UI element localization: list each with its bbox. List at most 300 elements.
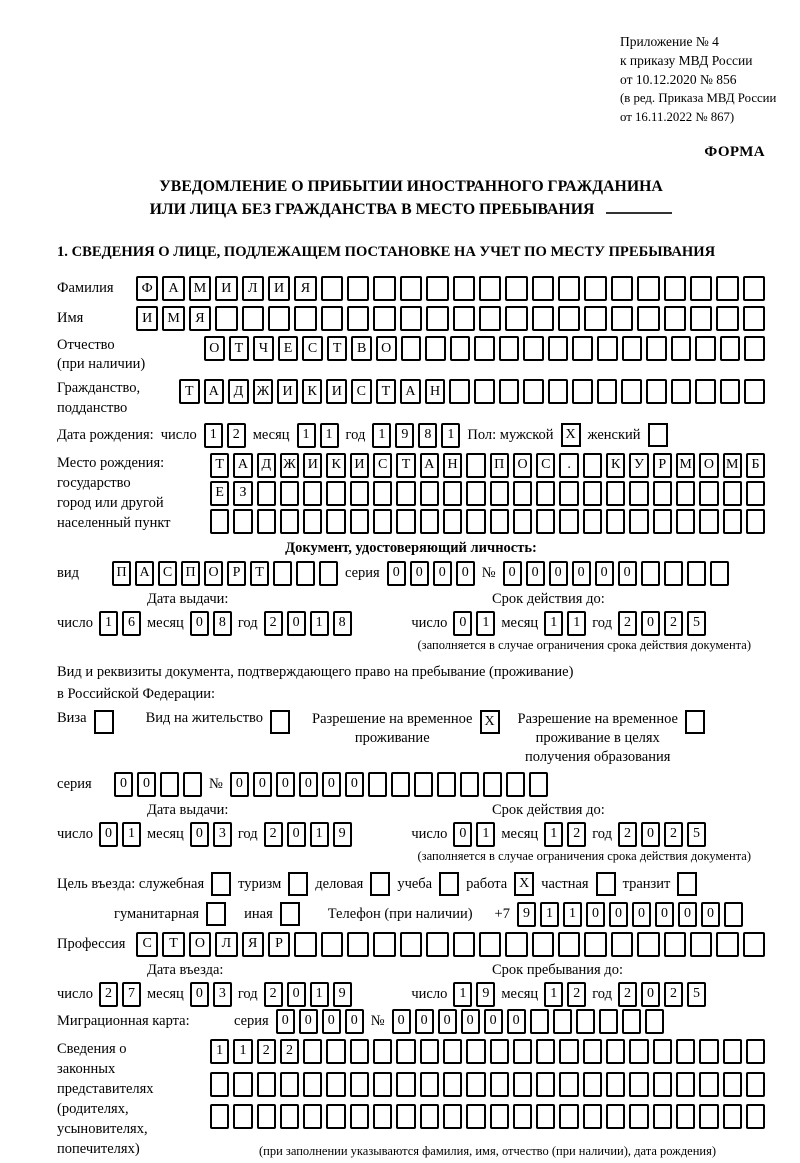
birthplace-line2-cell-9[interactable] [420,481,439,506]
citizenship-cell-13[interactable] [499,379,520,404]
permit-dates-left-year-cell-0[interactable]: 2 [264,822,283,847]
birthplace-line3-cell-23[interactable] [746,509,765,534]
citizenship-cell-14[interactable] [523,379,544,404]
birthplace-line1-cell-20[interactable]: М [676,453,695,478]
given-name-cell-17[interactable] [584,306,606,331]
surname-cell-0[interactable]: Ф [136,276,158,301]
guardians-line3-cell-22[interactable] [723,1104,742,1129]
birthplace-line2-cell-23[interactable] [746,481,765,506]
birthplace-line1-cell-17[interactable]: К [606,453,625,478]
birthplace-line1-cell-19[interactable]: Р [653,453,672,478]
guardians-line2-cell-6[interactable] [350,1072,369,1097]
birthplace-line3-cell-17[interactable] [606,509,625,534]
migration-number-cell-2[interactable]: 0 [438,1009,457,1034]
guardians-line1-cell-17[interactable] [606,1039,625,1064]
guardians-line2-cell-16[interactable] [583,1072,602,1097]
permit-number-cell-7[interactable] [391,772,410,797]
guardians-line3-cell-20[interactable] [676,1104,695,1129]
given-name-cell-19[interactable] [637,306,659,331]
birthplace-line1-cell-2[interactable]: Д [257,453,276,478]
birthplace-line2-cell-8[interactable] [396,481,415,506]
permit-dates-left-month-cell-1[interactable]: 3 [213,822,232,847]
given-name-cell-23[interactable] [743,306,765,331]
entry-dates-left-day-cell-1[interactable]: 7 [122,982,141,1007]
purpose-official-checkbox[interactable] [211,872,231,896]
surname-cell-8[interactable] [347,276,369,301]
patronymic-cell-12[interactable] [499,336,520,361]
given-name-cell-20[interactable] [664,306,686,331]
phone-number-cell-8[interactable]: 0 [701,902,720,927]
permit-series-cell-0[interactable]: 0 [114,772,133,797]
patronymic-cell-19[interactable] [671,336,692,361]
citizenship-cell-11[interactable] [449,379,470,404]
patronymic-cell-3[interactable]: Е [278,336,299,361]
doc-dates-right-month-cell-1[interactable]: 1 [567,611,586,636]
birthplace-line2-cell-17[interactable] [606,481,625,506]
doc-number-cell-3[interactable]: 0 [572,561,591,586]
birthplace-line1-cell-8[interactable]: Т [396,453,415,478]
migration-series-cell-1[interactable]: 0 [299,1009,318,1034]
permit-dates-left-day-cell-0[interactable]: 0 [99,822,118,847]
birth-year-cell-1[interactable]: 9 [395,423,414,448]
birthplace-line3-cell-21[interactable] [699,509,718,534]
citizenship-cell-17[interactable] [597,379,618,404]
guardians-line3-cell-13[interactable] [513,1104,532,1129]
phone-number-cell-4[interactable]: 0 [609,902,628,927]
surname-cell-10[interactable] [400,276,422,301]
doc-type-cell-8[interactable] [296,561,315,586]
profession-cell-4[interactable]: Я [242,932,264,957]
entry-dates-left-year-cell-2[interactable]: 1 [310,982,329,1007]
profession-cell-7[interactable] [321,932,343,957]
doc-number-cell-7[interactable] [664,561,683,586]
entry-dates-left-year-cell-0[interactable]: 2 [264,982,283,1007]
guardians-line2-cell-20[interactable] [676,1072,695,1097]
profession-cell-22[interactable] [716,932,738,957]
guardians-line1-cell-18[interactable] [629,1039,648,1064]
birthplace-line2-cell-13[interactable] [513,481,532,506]
birthplace-line1-cell-7[interactable]: С [373,453,392,478]
citizenship-cell-9[interactable]: А [400,379,421,404]
permit-series-cell-2[interactable] [160,772,179,797]
permit-series-cell-1[interactable]: 0 [137,772,156,797]
doc-dates-left-year-cell-2[interactable]: 1 [310,611,329,636]
doc-type-cell-3[interactable]: П [181,561,200,586]
citizenship-cell-0[interactable]: Т [179,379,200,404]
profession-cell-14[interactable] [505,932,527,957]
guardians-line3-cell-10[interactable] [443,1104,462,1129]
birthplace-line3-cell-12[interactable] [490,509,509,534]
birthplace-line3-cell-6[interactable] [350,509,369,534]
guardians-line2-cell-0[interactable] [210,1072,229,1097]
entry-dates-right-year-cell-3[interactable]: 5 [687,982,706,1007]
permit-dates-left-year-cell-2[interactable]: 1 [310,822,329,847]
guardians-line2-cell-22[interactable] [723,1072,742,1097]
patronymic-cell-10[interactable] [450,336,471,361]
entry-dates-right-day-cell-0[interactable]: 1 [453,982,472,1007]
guardians-line1-cell-1[interactable]: 1 [233,1039,252,1064]
birthplace-line3-cell-3[interactable] [280,509,299,534]
citizenship-cell-2[interactable]: Д [228,379,249,404]
temp-residence-edu-checkbox[interactable] [685,710,705,734]
purpose-work-checkbox[interactable]: X [514,872,534,896]
profession-cell-1[interactable]: Т [162,932,184,957]
profession-cell-5[interactable]: Р [268,932,290,957]
birth-year-cell-0[interactable]: 1 [372,423,391,448]
birthplace-line2-cell-5[interactable] [326,481,345,506]
guardians-line1-cell-14[interactable] [536,1039,555,1064]
doc-dates-left-year-cell-1[interactable]: 0 [287,611,306,636]
doc-number-cell-9[interactable] [710,561,729,586]
guardians-line2-cell-17[interactable] [606,1072,625,1097]
permit-dates-right-year-cell-1[interactable]: 0 [641,822,660,847]
surname-cell-4[interactable]: Л [242,276,264,301]
surname-cell-23[interactable] [743,276,765,301]
patronymic-cell-1[interactable]: Т [229,336,250,361]
guardians-line3-cell-1[interactable] [233,1104,252,1129]
permit-dates-right-month-cell-1[interactable]: 2 [567,822,586,847]
guardians-line1-cell-8[interactable] [396,1039,415,1064]
entry-dates-left-year-cell-1[interactable]: 0 [287,982,306,1007]
guardians-line3-cell-11[interactable] [466,1104,485,1129]
birthplace-line2-cell-4[interactable] [303,481,322,506]
birthplace-line1-cell-22[interactable]: М [723,453,742,478]
migration-series-cell-0[interactable]: 0 [276,1009,295,1034]
birth-day-cell-1[interactable]: 2 [227,423,246,448]
doc-number-cell-4[interactable]: 0 [595,561,614,586]
birthplace-line1-cell-14[interactable]: С [536,453,555,478]
permit-number-cell-11[interactable] [483,772,502,797]
guardians-line1-cell-5[interactable] [326,1039,345,1064]
guardians-line2-cell-5[interactable] [326,1072,345,1097]
given-name-cell-0[interactable]: И [136,306,158,331]
patronymic-cell-8[interactable] [401,336,422,361]
surname-cell-2[interactable]: М [189,276,211,301]
surname-cell-11[interactable] [426,276,448,301]
permit-number-cell-1[interactable]: 0 [253,772,272,797]
given-name-cell-2[interactable]: Я [189,306,211,331]
profession-cell-2[interactable]: О [189,932,211,957]
given-name-cell-5[interactable] [268,306,290,331]
patronymic-cell-14[interactable] [548,336,569,361]
doc-series-cell-3[interactable]: 0 [456,561,475,586]
doc-number-cell-6[interactable] [641,561,660,586]
residence-permit-checkbox[interactable] [270,710,290,734]
surname-cell-18[interactable] [611,276,633,301]
guardians-line3-cell-14[interactable] [536,1104,555,1129]
guardians-line3-cell-18[interactable] [629,1104,648,1129]
doc-dates-left-year-cell-0[interactable]: 2 [264,611,283,636]
doc-dates-left-month-cell-0[interactable]: 0 [190,611,209,636]
profession-cell-0[interactable]: С [136,932,158,957]
patronymic-cell-21[interactable] [720,336,741,361]
phone-number-cell-7[interactable]: 0 [678,902,697,927]
guardians-line2-cell-18[interactable] [629,1072,648,1097]
guardians-line2-cell-11[interactable] [466,1072,485,1097]
given-name-cell-3[interactable] [215,306,237,331]
purpose-business-checkbox[interactable] [370,872,390,896]
guardians-line2-cell-12[interactable] [490,1072,509,1097]
doc-type-cell-1[interactable]: А [135,561,154,586]
birthplace-line3-cell-11[interactable] [466,509,485,534]
profession-cell-11[interactable] [426,932,448,957]
doc-type-cell-7[interactable] [273,561,292,586]
phone-number-cell-9[interactable] [724,902,743,927]
patronymic-cell-15[interactable] [572,336,593,361]
entry-dates-left-day-cell-0[interactable]: 2 [99,982,118,1007]
doc-number-cell-8[interactable] [687,561,706,586]
guardians-line2-cell-13[interactable] [513,1072,532,1097]
citizenship-cell-1[interactable]: А [204,379,225,404]
doc-number-cell-2[interactable]: 0 [549,561,568,586]
entry-dates-right-month-cell-0[interactable]: 1 [544,982,563,1007]
doc-dates-left-day-cell-1[interactable]: 6 [122,611,141,636]
birthplace-line3-cell-2[interactable] [257,509,276,534]
patronymic-cell-20[interactable] [695,336,716,361]
surname-cell-9[interactable] [373,276,395,301]
profession-cell-12[interactable] [453,932,475,957]
doc-series-cell-2[interactable]: 0 [433,561,452,586]
guardians-line3-cell-17[interactable] [606,1104,625,1129]
guardians-line3-cell-21[interactable] [699,1104,718,1129]
migration-number-cell-10[interactable] [622,1009,641,1034]
phone-number-cell-5[interactable]: 0 [632,902,651,927]
doc-number-cell-0[interactable]: 0 [503,561,522,586]
profession-cell-21[interactable] [690,932,712,957]
migration-number-cell-6[interactable] [530,1009,549,1034]
birthplace-line2-cell-20[interactable] [676,481,695,506]
profession-cell-13[interactable] [479,932,501,957]
guardians-line2-cell-8[interactable] [396,1072,415,1097]
birthplace-line1-cell-0[interactable]: Т [210,453,229,478]
birthplace-line3-cell-8[interactable] [396,509,415,534]
migration-number-cell-9[interactable] [599,1009,618,1034]
birthplace-line2-cell-21[interactable] [699,481,718,506]
guardians-line1-cell-11[interactable] [466,1039,485,1064]
guardians-line1-cell-12[interactable] [490,1039,509,1064]
doc-series-cell-0[interactable]: 0 [387,561,406,586]
guardians-line3-cell-9[interactable] [420,1104,439,1129]
entry-dates-right-year-cell-2[interactable]: 2 [664,982,683,1007]
birthplace-line3-cell-0[interactable] [210,509,229,534]
citizenship-cell-21[interactable] [695,379,716,404]
guardians-line1-cell-23[interactable] [746,1039,765,1064]
profession-cell-6[interactable] [294,932,316,957]
guardians-line3-cell-8[interactable] [396,1104,415,1129]
citizenship-cell-10[interactable]: Н [425,379,446,404]
patronymic-cell-16[interactable] [597,336,618,361]
doc-type-cell-9[interactable] [319,561,338,586]
guardians-line1-cell-19[interactable] [653,1039,672,1064]
guardians-line3-cell-3[interactable] [280,1104,299,1129]
permit-number-cell-12[interactable] [506,772,525,797]
surname-cell-19[interactable] [637,276,659,301]
migration-number-cell-3[interactable]: 0 [461,1009,480,1034]
guardians-line1-cell-7[interactable] [373,1039,392,1064]
birthplace-line3-cell-15[interactable] [559,509,578,534]
guardians-line1-cell-22[interactable] [723,1039,742,1064]
guardians-line2-cell-19[interactable] [653,1072,672,1097]
guardians-line2-cell-7[interactable] [373,1072,392,1097]
given-name-cell-15[interactable] [532,306,554,331]
citizenship-cell-12[interactable] [474,379,495,404]
doc-dates-right-day-cell-1[interactable]: 1 [476,611,495,636]
profession-cell-18[interactable] [611,932,633,957]
sex-male-checkbox[interactable]: X [561,423,581,447]
given-name-cell-22[interactable] [716,306,738,331]
guardians-line2-cell-2[interactable] [257,1072,276,1097]
permit-number-cell-0[interactable]: 0 [230,772,249,797]
given-name-cell-14[interactable] [505,306,527,331]
guardians-line3-cell-6[interactable] [350,1104,369,1129]
given-name-cell-21[interactable] [690,306,712,331]
guardians-line3-cell-5[interactable] [326,1104,345,1129]
permit-dates-right-month-cell-0[interactable]: 1 [544,822,563,847]
surname-cell-12[interactable] [453,276,475,301]
birthplace-line1-cell-12[interactable]: П [490,453,509,478]
permit-number-cell-9[interactable] [437,772,456,797]
permit-number-cell-4[interactable]: 0 [322,772,341,797]
doc-dates-left-month-cell-1[interactable]: 8 [213,611,232,636]
profession-cell-3[interactable]: Л [215,932,237,957]
doc-series-cell-1[interactable]: 0 [410,561,429,586]
surname-cell-3[interactable]: И [215,276,237,301]
surname-cell-20[interactable] [664,276,686,301]
citizenship-cell-3[interactable]: Ж [253,379,274,404]
citizenship-cell-20[interactable] [671,379,692,404]
birthplace-line3-cell-16[interactable] [583,509,602,534]
birthplace-line2-cell-6[interactable] [350,481,369,506]
surname-cell-6[interactable]: Я [294,276,316,301]
birthplace-line2-cell-10[interactable] [443,481,462,506]
birthplace-line1-cell-23[interactable]: Б [746,453,765,478]
guardians-line1-cell-2[interactable]: 2 [257,1039,276,1064]
patronymic-cell-2[interactable]: Ч [253,336,274,361]
doc-dates-left-day-cell-0[interactable]: 1 [99,611,118,636]
entry-dates-right-year-cell-0[interactable]: 2 [618,982,637,1007]
birth-year-cell-3[interactable]: 1 [441,423,460,448]
doc-dates-right-year-cell-2[interactable]: 2 [664,611,683,636]
birthplace-line2-cell-12[interactable] [490,481,509,506]
guardians-line2-cell-9[interactable] [420,1072,439,1097]
guardians-line3-cell-7[interactable] [373,1104,392,1129]
permit-dates-right-year-cell-2[interactable]: 2 [664,822,683,847]
birthplace-line2-cell-19[interactable] [653,481,672,506]
patronymic-cell-17[interactable] [622,336,643,361]
surname-cell-21[interactable] [690,276,712,301]
doc-type-cell-2[interactable]: С [158,561,177,586]
given-name-cell-8[interactable] [347,306,369,331]
surname-cell-13[interactable] [479,276,501,301]
permit-dates-right-day-cell-1[interactable]: 1 [476,822,495,847]
birth-month-cell-1[interactable]: 1 [320,423,339,448]
doc-dates-right-year-cell-1[interactable]: 0 [641,611,660,636]
permit-number-cell-6[interactable] [368,772,387,797]
birthplace-line1-cell-15[interactable]: . [559,453,578,478]
guardians-line1-cell-15[interactable] [559,1039,578,1064]
birthplace-line3-cell-18[interactable] [629,509,648,534]
surname-cell-16[interactable] [558,276,580,301]
purpose-humanitarian-checkbox[interactable] [206,902,226,926]
birthplace-line2-cell-2[interactable] [257,481,276,506]
guardians-line1-cell-20[interactable] [676,1039,695,1064]
phone-number-cell-1[interactable]: 1 [540,902,559,927]
profession-cell-16[interactable] [558,932,580,957]
birthplace-line1-cell-1[interactable]: А [233,453,252,478]
permit-series-cell-3[interactable] [183,772,202,797]
citizenship-cell-16[interactable] [572,379,593,404]
surname-cell-14[interactable] [505,276,527,301]
citizenship-cell-22[interactable] [720,379,741,404]
profession-cell-20[interactable] [664,932,686,957]
given-name-cell-12[interactable] [453,306,475,331]
birthplace-line1-cell-10[interactable]: Н [443,453,462,478]
guardians-line2-cell-3[interactable] [280,1072,299,1097]
migration-series-cell-2[interactable]: 0 [322,1009,341,1034]
birthplace-line1-cell-16[interactable] [583,453,602,478]
patronymic-cell-7[interactable]: О [376,336,397,361]
permit-dates-right-year-cell-3[interactable]: 5 [687,822,706,847]
permit-number-cell-10[interactable] [460,772,479,797]
surname-cell-15[interactable] [532,276,554,301]
guardians-line1-cell-4[interactable] [303,1039,322,1064]
phone-number-cell-0[interactable]: 9 [517,902,536,927]
citizenship-cell-18[interactable] [621,379,642,404]
patronymic-cell-4[interactable]: С [302,336,323,361]
birthplace-line1-cell-3[interactable]: Ж [280,453,299,478]
doc-number-cell-1[interactable]: 0 [526,561,545,586]
guardians-line2-cell-23[interactable] [746,1072,765,1097]
birthplace-line2-cell-18[interactable] [629,481,648,506]
surname-cell-1[interactable]: А [162,276,184,301]
doc-dates-right-day-cell-0[interactable]: 0 [453,611,472,636]
guardians-line1-cell-6[interactable] [350,1039,369,1064]
guardians-line2-cell-21[interactable] [699,1072,718,1097]
guardians-line2-cell-4[interactable] [303,1072,322,1097]
guardians-line3-cell-16[interactable] [583,1104,602,1129]
patronymic-cell-9[interactable] [425,336,446,361]
purpose-study-checkbox[interactable] [439,872,459,896]
guardians-line1-cell-13[interactable] [513,1039,532,1064]
permit-dates-left-year-cell-3[interactable]: 9 [333,822,352,847]
phone-number-cell-6[interactable]: 0 [655,902,674,927]
birthplace-line2-cell-16[interactable] [583,481,602,506]
permit-dates-right-day-cell-0[interactable]: 0 [453,822,472,847]
birthplace-line1-cell-21[interactable]: О [699,453,718,478]
profession-cell-10[interactable] [400,932,422,957]
permit-dates-left-year-cell-1[interactable]: 0 [287,822,306,847]
given-name-cell-18[interactable] [611,306,633,331]
given-name-cell-1[interactable]: М [162,306,184,331]
permit-dates-left-day-cell-1[interactable]: 1 [122,822,141,847]
citizenship-cell-8[interactable]: Т [376,379,397,404]
citizenship-cell-5[interactable]: К [302,379,323,404]
birthplace-line1-cell-13[interactable]: О [513,453,532,478]
migration-number-cell-0[interactable]: 0 [392,1009,411,1034]
birthplace-line1-cell-5[interactable]: К [326,453,345,478]
purpose-transit-checkbox[interactable] [677,872,697,896]
permit-number-cell-5[interactable]: 0 [345,772,364,797]
citizenship-cell-23[interactable] [744,379,765,404]
birthplace-line3-cell-20[interactable] [676,509,695,534]
guardians-line1-cell-16[interactable] [583,1039,602,1064]
birthplace-line1-cell-4[interactable]: И [303,453,322,478]
patronymic-cell-18[interactable] [646,336,667,361]
birthplace-line2-cell-7[interactable] [373,481,392,506]
entry-dates-left-year-cell-3[interactable]: 9 [333,982,352,1007]
birthplace-line3-cell-7[interactable] [373,509,392,534]
guardians-line3-cell-19[interactable] [653,1104,672,1129]
